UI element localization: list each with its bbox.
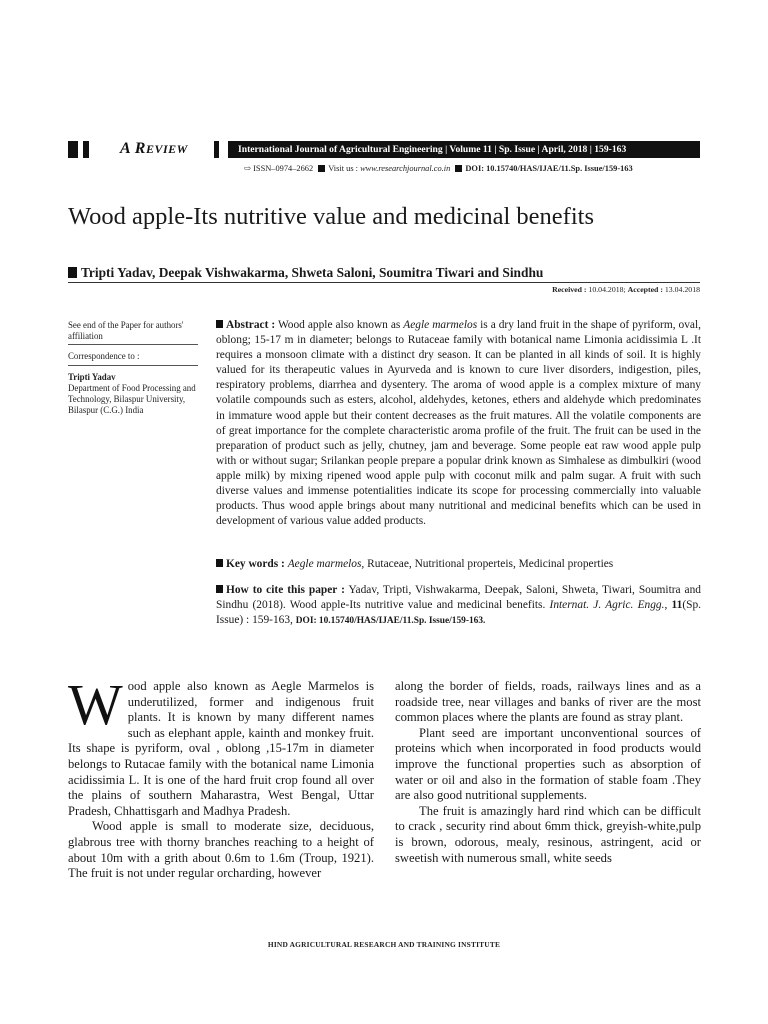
body-column-left (68, 672, 374, 882)
abstract-label: Abstract : (226, 319, 276, 331)
publisher-footer: HIND AGRICULTURAL RESEARCH AND TRAINING INSTITUTE (267, 940, 501, 949)
cite-doi[interactable]: DOI: 10.15740/HAS/IJAE/11.Sp. Issue/159-163. (295, 616, 486, 627)
divider (68, 365, 198, 366)
square-bullet-icon (216, 559, 223, 567)
header-block-decor (83, 141, 89, 158)
header-block-decor (68, 141, 78, 158)
drop-cap: W (68, 672, 123, 737)
correspondent-address: Department of Food Processing and Technology, Bilaspur University, Bilaspur (C.G.) India (68, 382, 196, 416)
abstract-body: is a dry land fruit in the shape of pyriform, oval, oblong; 15-17 m in diameter; belongs to Rutaceae family with botanical name Limonia acidissimia L .It requires a monsoon climate with a distinct dry season. It can be planted in all kinds of soil. It is highly valued for its therapeutic values in Ayurveda and is known to cure liver disorders, indigestion, piles, respiratory problems, diarrhea and dysentery. The aroma of wood apple is a complex mixture of many volatile compounds such as esters, alcohol, aldehydes, ketones, ethers and aldehyde which predominates in immature wood apple but their content decreases as the fruit matures. All the volatile components are of great importance for the complete characteristic aroma profile of the fruit. The fruit can be used in the preparation of product such as jelly, chutney, jam and beverage. Some people eat raw wood apple pulp with or without sugar; Srilankan people prepare a popular drink known as Simhalese as dimbulkiri (wood apple milk) by mixing ripened wood apple pulp with coconut milk and palm sugar. A fruit with such diverse values and immense potentialities indicate its scope for processing commercially into valuable products. Thus wood apple brings about many nutritional and medicinal benefits which can be used in development of various value added products. (216, 319, 701, 528)
square-bullet-icon (216, 320, 223, 328)
correspondent-name: Tripti Yadav (68, 371, 116, 382)
keywords: Key words : Aegle marmelos, Rutaceae, Nutritional properteis, Medicinal properties (216, 557, 701, 572)
issn-line (244, 163, 633, 173)
author-sidebar (68, 320, 198, 416)
authors-text: Tripti Yadav, Deepak Vishwakarma, Shweta Saloni, Soumitra Tiwari and Sindhu (81, 265, 544, 280)
body-paragraph: The fruit is amazingly hard rind which can be difficult to crack , security rind about 6mm thick, greyish-white,pulp is brown, odorous, mealy, resinous, astringent, acid or sweetish with numerous small, white seeds (395, 803, 701, 865)
species-name: Aegle marmelos (403, 319, 478, 331)
journal-citation-bar: International Journal of Agricultural Engineering | Volume 11 | Sp. Issue | April, 2018 | 159-163 (228, 141, 700, 158)
article-title: Wood apple-Its nutritive value and medicinal benefits (68, 203, 594, 230)
header-block-decor (214, 141, 219, 158)
square-bullet-icon (318, 165, 325, 172)
how-to-cite: How to cite this paper : Yadav, Tripti, Vishwakarma, Deepak, Saloni, Shweta, Tiwari, Soumitra and Sindhu (2018). Wood apple-Its nutritive value and medicinal benefits. Internat. J. Agric. Engg., 11(Sp. Issue) : 159-163, DOI: 10.15740/HAS/IJAE/11.Sp. Issue/159-163. (216, 584, 701, 627)
issn: ISSN–0974–2662 (253, 164, 314, 173)
received-dates: Received : 10.04.2018; Accepted : 13.04.2018 (552, 285, 700, 294)
body-paragraph: Wood apple also known as Aegle Marmelos is underutilized, former and indigenous fruit plants. It is known by many different names such as elephant apple, kainth and monkey fruit. Its shape is pyriform, oval , oblong ,15-17m in diameter belongs to Rutacae family with the botanical name Limonia acidissimia L. It is one of the hard fruit crop found all over the plains of southern Maharastra, West Bengal, Uttar Pradesh, Chhattisgarh and Madhya Pradesh. (68, 672, 374, 818)
author-list (68, 265, 543, 281)
divider (68, 282, 700, 283)
body-column-right (395, 679, 701, 866)
keywords-label: Key words : (226, 558, 285, 570)
square-bullet-icon (68, 267, 77, 278)
journal-website-link[interactable]: www.researchjournal.co.in (360, 164, 451, 173)
cite-label: How to cite this paper : (226, 584, 345, 596)
body-paragraph: Wood apple is small to moderate size, deciduous, glabrous tree with thorny branches reaching to a height of about 10m with a grith about 0.6m to 1.6m (Troup, 1921). The fruit is not under regular orcharding, however (68, 819, 374, 881)
body-paragraph: along the border of fields, roads, railways lines and as a roadside tree, near villages and banks of river are the most common places where the plants are found as stray plant. (395, 679, 701, 725)
square-bullet-icon (216, 585, 223, 593)
visit-label: Visit us : (328, 164, 358, 173)
divider (68, 344, 198, 345)
abstract: Abstract : Wood apple also known as Aegle marmelos is a dry land fruit in the shape of pyriform, oval, oblong; 15-17 m in diameter; belongs to Rutaceae family with botanical name Limonia acidissimia L .It requires a monsoon climate with a distinct dry season. It can be planted in all kinds of soil. It is highly valued for its therapeutic values in Ayurveda and is known to cure liver disorders, indigestion, piles, respiratory problems, diarrhea and dysentery. The aroma of wood apple is a complex mixture of many volatile compounds such as esters, alcohol, aldehydes, ketones, ethers and aldehyde which predominates in immature wood apple but their content decreases as the fruit matures. All the volatile components are of great importance for the complete characteristic aroma profile of the fruit. The fruit can be used in the preparation of product such as jelly, chutney, jam and beverage. Some people eat raw wood apple pulp with or without sugar; Srilankan people prepare a popular drink known as Simhalese as dimbulkiri (wood apple milk) by mixing ripened wood apple pulp with coconut milk and palm sugar. A fruit with such diverse values and immense potentialities indicate its scope for processing commercially into valuable products. Thus wood apple brings about many nutritional and medicinal benefits which can be used in development of various value added products. (216, 319, 701, 528)
header-doi[interactable]: DOI: 10.15740/HAS/IJAE/11.Sp. Issue/159-163 (465, 164, 633, 173)
arrow-icon: ⇨ (244, 164, 252, 173)
correspondence-label: Correspondence to : (68, 351, 140, 362)
affiliation-note: See end of the Paper for authors' affiliation (68, 320, 184, 342)
body-paragraph: Plant seed are important unconventional sources of proteins which when incorporated in food products would improve the functional properties such as absorption of water or oil and also in the formation of stable foam .They are also good nutritional supplements. (395, 725, 701, 803)
journal-header (68, 141, 700, 159)
square-bullet-icon (455, 165, 462, 172)
article-type-label: A REVIEW (120, 140, 188, 157)
